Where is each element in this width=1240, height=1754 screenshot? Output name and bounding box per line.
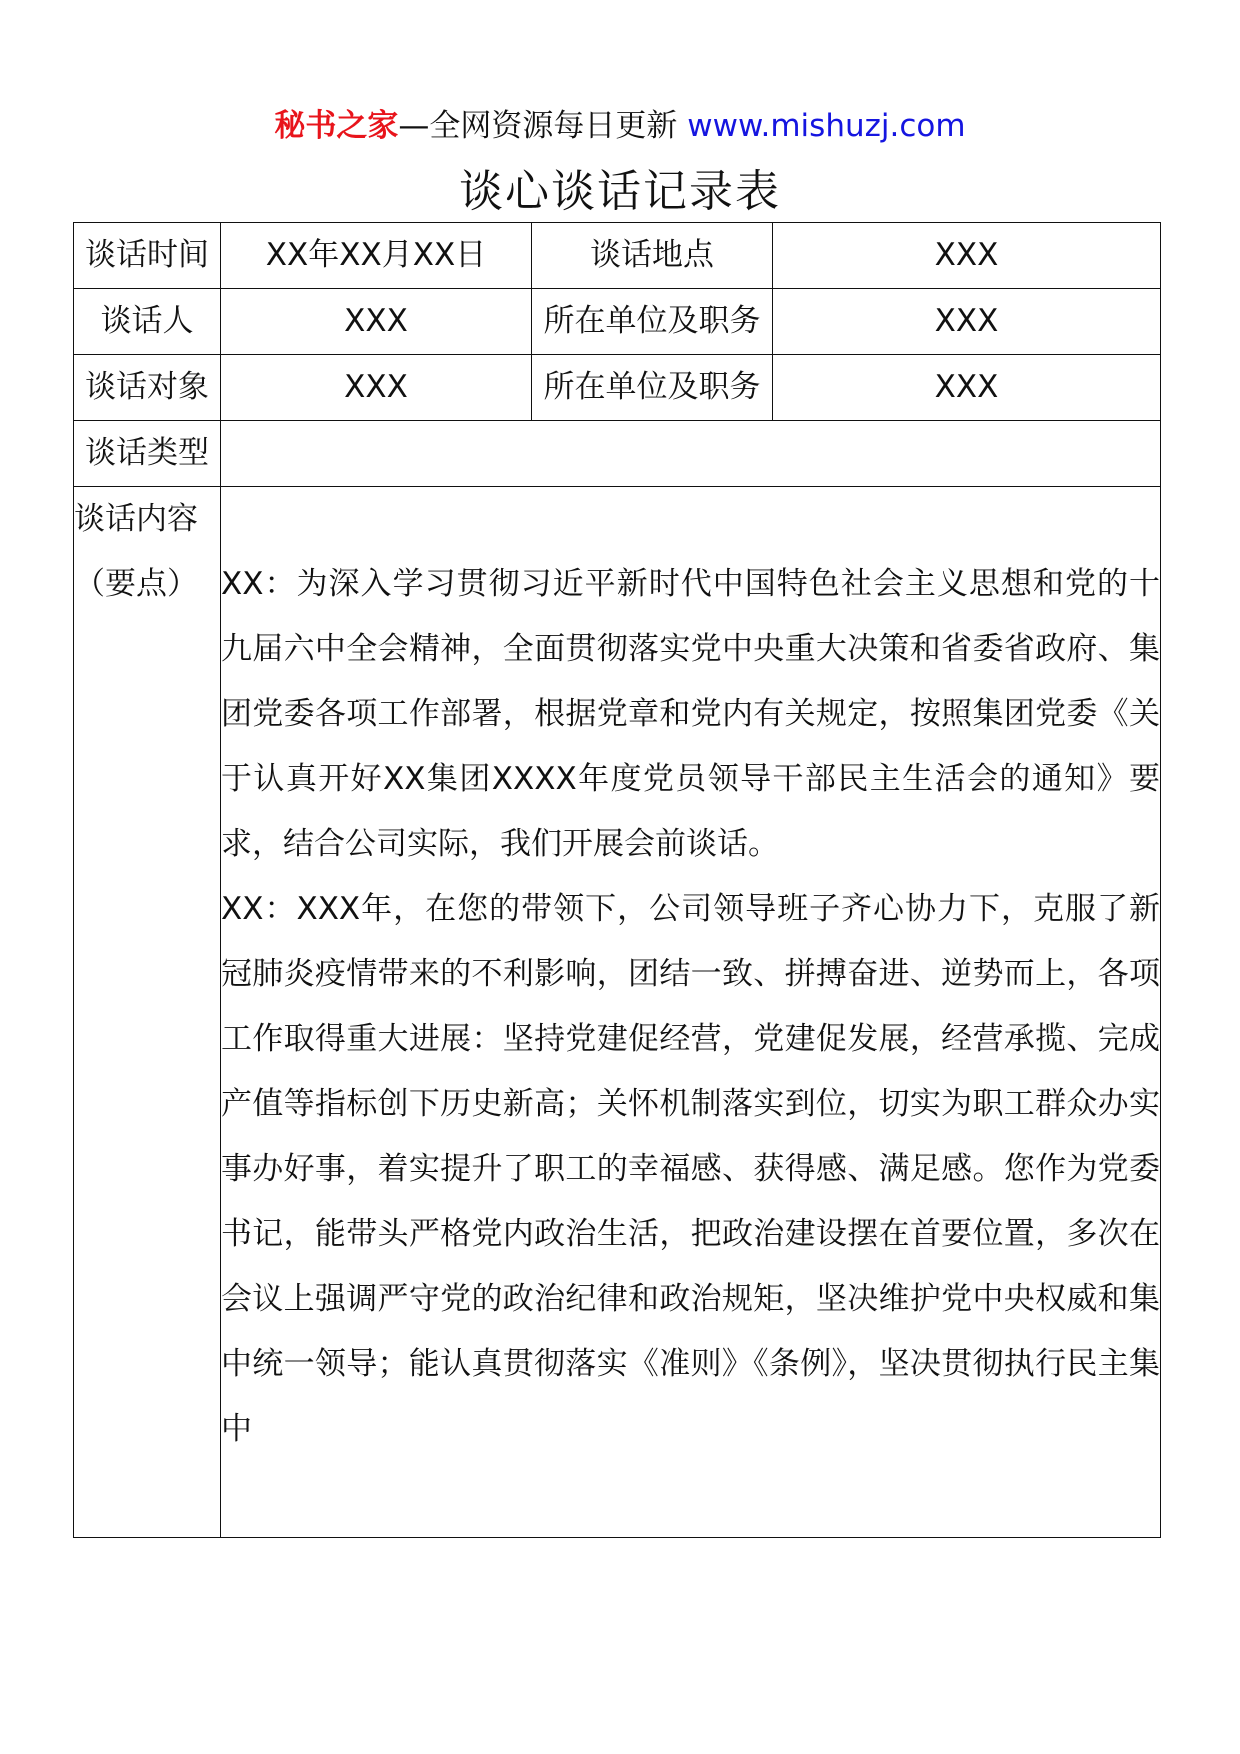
site-header [0,98,1240,154]
talker-value: XXX [221,289,532,355]
talk-content-label-line2: （要点） [74,566,198,602]
talker-unit-value: XXX [773,289,1161,355]
brand-name: 秘书之家 [274,108,399,144]
table-row [74,289,1161,355]
talk-content-label [74,487,221,1538]
talk-record-table [73,222,1161,1538]
talker-unit-label: 所在单位及职务 [532,289,773,355]
table-row [74,487,1161,1538]
table-row [74,223,1161,289]
talker-label: 谈话人 [74,289,221,355]
talk-content-paragraph-1: XX：为深入学习贯彻习近平新时代中国特色社会主义思想和党的十九届六中全会精神，全面贯彻落实党中央重大决策和省委省政府、集团党委各项工作部署，根据党章和党内有关规定，按照集团党委《关于认真开好XX集团XXXX年度党员领导干部民主生活会的通知》要求，结合公司实际，我们开展会前谈话。 [221,566,1160,862]
talk-content-text [221,487,1160,1537]
talk-content-body [221,487,1161,1538]
talk-type-label: 谈话类型 [74,421,221,487]
target-unit-label: 所在单位及职务 [532,355,773,421]
header-slogan: —全网资源每日更新 [398,108,678,144]
talk-target-label: 谈话对象 [74,355,221,421]
talk-content-label-line1: 谈话内容 [74,501,198,537]
talk-time-label: 谈话时间 [74,223,221,289]
table-row [74,355,1161,421]
talk-place-label: 谈话地点 [532,223,773,289]
talk-place-value: XXX [773,223,1161,289]
document-title: 谈心谈话记录表 [459,166,781,217]
target-unit-value: XXX [773,355,1161,421]
talk-time-value: XX年XX月XX日 [221,223,532,289]
table-row [74,421,1161,487]
talk-target-value: XXX [221,355,532,421]
talk-content-paragraph-2: XX：XXX年，在您的带领下，公司领导班子齐心协力下，克服了新冠肺炎疫情带来的不利影响，团结一致、拼搏奋进、逆势而上，各项工作取得重大进展：坚持党建促经营，党建促发展，经营承揽、完成产值等指标创下历史新高；关怀机制落实到位，切实为职工群众办实事办好事，着实提升了职工的幸福感、获得感、满足感。您作为党委书记，能带头严格党内政治生活，把政治建设摆在首要位置，多次在会议上强调严守党的政治纪律和政治规矩，坚决维护党中央权威和集中统一领导；能认真贯彻落实《准则》《条例》，坚决贯彻执行民主集中 [221,891,1160,1447]
talk-type-value [221,421,1161,487]
site-url-link[interactable]: www.mishuzj.com [687,108,966,144]
